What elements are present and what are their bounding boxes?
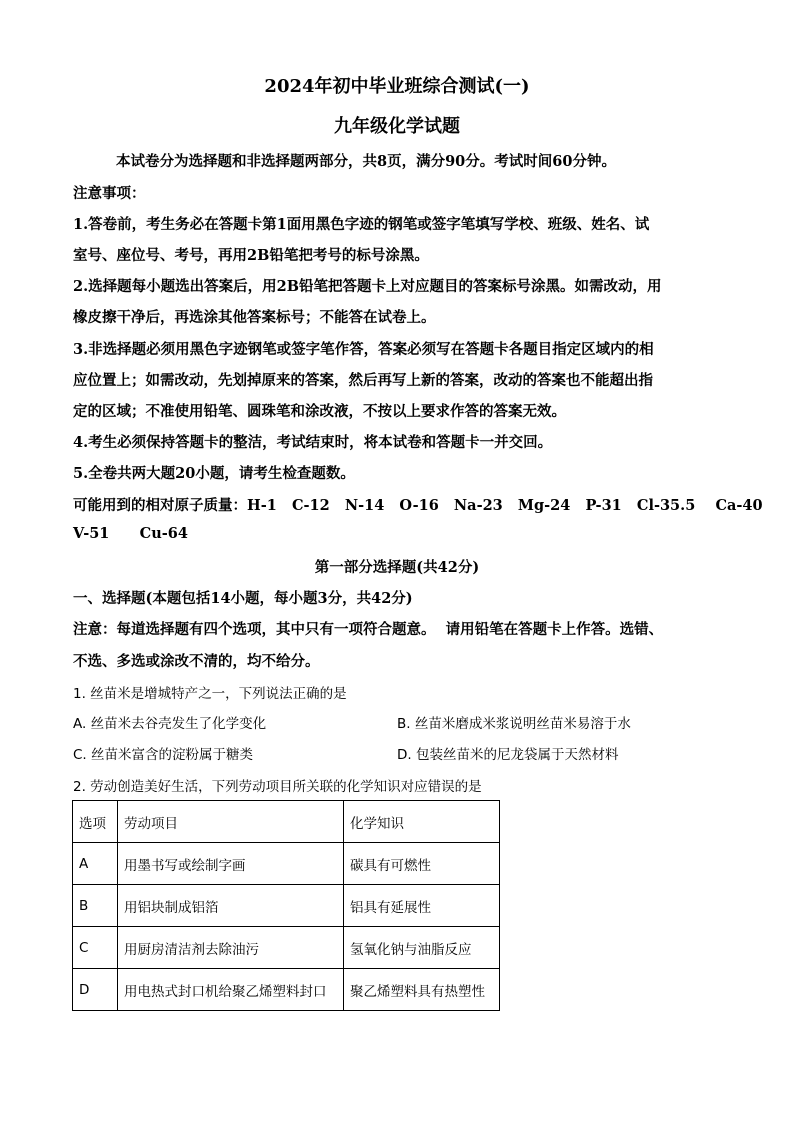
- note-line: 应位置上；如需改动，先划掉原来的答案，然后再写上新的答案，改动的答案也不能超出指: [73, 372, 653, 389]
- table-cell: 氢氧化钠与油脂反应: [344, 927, 500, 969]
- note-line: 定的区域；不准使用铅笔、圆珠笔和涂改液，不按以上要求作答的答案无效。: [73, 403, 566, 420]
- question-1-option-a: A. 丝苗米去谷壳发生了化学变化: [73, 716, 267, 732]
- note-line: 2.选择题每小题选出答案后，用2B铅笔把答题卡上对应题目的答案标号涂黑。如需改动，用: [73, 278, 662, 295]
- table-cell: A: [73, 843, 118, 885]
- table-cell: C: [73, 927, 118, 969]
- table-row: [73, 927, 500, 969]
- question-1-option-d: D. 包装丝苗米的尼龙袋属于天然材料: [397, 747, 619, 763]
- table-header-cell: 化学知识: [344, 801, 500, 843]
- question-1-option-b: B. 丝苗米磨成米浆说明丝苗米易溶于水: [397, 716, 631, 732]
- table-header-row: [73, 801, 500, 843]
- table-row: [73, 885, 500, 927]
- table-header-cell: 选项: [73, 801, 118, 843]
- table-cell: B: [73, 885, 118, 927]
- table-cell: D: [73, 969, 118, 1011]
- table-cell: 聚乙烯塑料具有热塑性: [344, 969, 500, 1011]
- exam-subtitle: 九年级化学试题: [334, 116, 460, 137]
- table-cell: 用墨书写或绘制字画: [118, 843, 344, 885]
- question-1-option-c: C. 丝苗米富含的淀粉属于糖类: [73, 747, 254, 763]
- table-row: [73, 969, 500, 1011]
- atomic-mass-line: 可能用到的相对原子质量：H-1 C-12 N-14 O-16 Na-23 Mg-24 P-31 Cl-35.5 Ca-40: [73, 497, 763, 514]
- question-2-table: [72, 800, 500, 1011]
- table-header-cell: 劳动项目: [118, 801, 344, 843]
- note-line: 3.非选择题必须用黑色字迹钢笔或签字笔作答，答案必须写在答题卡各题目指定区域内的相: [73, 341, 654, 358]
- note-line: 5.全卷共两大题20小题，请考生检查题数。: [73, 465, 355, 482]
- note-line: 橡皮擦干净后，再选涂其他答案标号；不能答在试卷上。: [73, 309, 436, 326]
- table-row: [73, 843, 500, 885]
- intro-text: 本试卷分为选择题和非选择题两部分，共8页，满分90分。考试时间60分钟。: [116, 153, 616, 170]
- table-cell: 铝具有延展性: [344, 885, 500, 927]
- section-note: 不选、多选或涂改不清的，均不给分。: [73, 653, 320, 670]
- notes-heading: 注意事项：: [73, 185, 146, 202]
- question-1-stem: 1. 丝苗米是增城特产之一，下列说法正确的是: [73, 686, 347, 702]
- question-2-stem: 2. 劳动创造美好生活，下列劳动项目所关联的化学知识对应错误的是: [73, 779, 482, 795]
- part-heading: 第一部分选择题(共42分): [314, 559, 480, 576]
- table-cell: 用电热式封口机给聚乙烯塑料封口: [118, 969, 344, 1011]
- note-line: 室号、座位号、考号，再用2B铅笔把考号的标号涂黑。: [73, 247, 429, 264]
- table-cell: 用厨房清洁剂去除油污: [118, 927, 344, 969]
- exam-title: 2024年初中毕业班综合测试(一): [264, 76, 530, 97]
- table-cell: 用铝块制成铝箔: [118, 885, 344, 927]
- section-heading: 一、选择题(本题包括14小题，每小题3分，共42分): [73, 590, 413, 607]
- table-cell: 碳具有可燃性: [344, 843, 500, 885]
- note-line: 4.考生必须保持答题卡的整洁，考试结束时，将本试卷和答题卡一并交回。: [73, 434, 553, 451]
- atomic-mass-line: V-51 Cu-64: [73, 525, 188, 542]
- note-line: 1.答卷前，考生务必在答题卡第1面用黑色字迹的钢笔或签字笔填写学校、班级、姓名、试: [73, 216, 650, 233]
- section-note: 注意：每道选择题有四个选项，其中只有一项符合题意。 请用铅笔在答题卡上作答。选错、: [73, 621, 664, 638]
